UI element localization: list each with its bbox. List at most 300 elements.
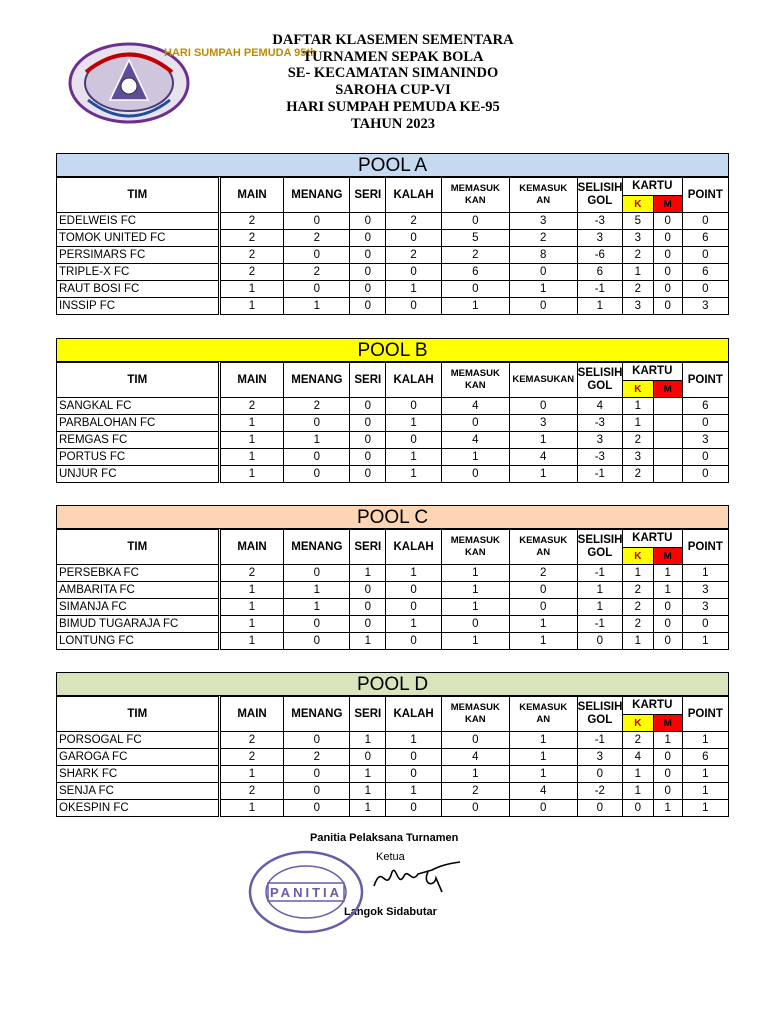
table-row — [57, 633, 729, 650]
cell-kemasukan: 1 — [509, 616, 577, 633]
pool-title: POOL A — [56, 153, 729, 177]
cell-seri: 0 — [350, 432, 386, 449]
table-row — [57, 213, 729, 230]
col-point: POINT — [682, 178, 728, 213]
cell-seri: 1 — [350, 800, 386, 817]
cell-kalah: 2 — [386, 247, 442, 264]
cell-menang: 2 — [284, 749, 350, 766]
col-menang: MENANG — [284, 530, 350, 565]
cell-kemasukan: 3 — [509, 213, 577, 230]
cell-seri: 0 — [350, 415, 386, 432]
col-kartu: KARTU — [622, 530, 682, 548]
cell-main: 1 — [219, 466, 284, 483]
table-row — [57, 565, 729, 582]
cell-kemasukan: 0 — [509, 298, 577, 315]
cell-kalah: 1 — [386, 415, 442, 432]
cell-memasukkan: 6 — [441, 264, 509, 281]
cell-memasukkan: 1 — [441, 599, 509, 616]
cell-kartu-m — [653, 466, 682, 483]
cell-memasukkan: 0 — [441, 800, 509, 817]
pool-a — [56, 153, 729, 315]
cell-team: EDELWEIS FC — [57, 213, 220, 230]
cell-seri: 0 — [350, 298, 386, 315]
cell-kartu-k: 3 — [622, 298, 653, 315]
pool-d — [56, 672, 729, 817]
cell-kartu-m: 1 — [653, 800, 682, 817]
cell-selisih: -1 — [577, 565, 622, 582]
cell-team: INSSIP FC — [57, 298, 220, 315]
standings-table — [56, 696, 729, 817]
cell-seri: 1 — [350, 633, 386, 650]
cell-seri: 0 — [350, 213, 386, 230]
cell-seri: 0 — [350, 230, 386, 247]
committee-stamp — [248, 850, 364, 934]
col-kalah: KALAH — [386, 178, 442, 213]
pool-c — [56, 505, 729, 650]
cell-team: TOMOK UNITED FC — [57, 230, 220, 247]
cell-kartu-m — [653, 449, 682, 466]
cell-main: 2 — [219, 247, 284, 264]
cell-kemasukan: 0 — [509, 800, 577, 817]
cell-kemasukan: 1 — [509, 633, 577, 650]
cell-kartu-m — [653, 415, 682, 432]
cell-team: PERSIMARS FC — [57, 247, 220, 264]
cell-kemasukan: 3 — [509, 415, 577, 432]
title-line-5: HARI SUMPAH PEMUDA KE-95 — [286, 98, 500, 115]
cell-team: PORSOGAL FC — [57, 732, 220, 749]
standings-table — [56, 177, 729, 315]
cell-seri: 0 — [350, 449, 386, 466]
cell-selisih: 0 — [577, 800, 622, 817]
col-menang: MENANG — [284, 363, 350, 398]
cell-kartu-m: 0 — [653, 749, 682, 766]
cell-team: BIMUD TUGARAJA FC — [57, 616, 220, 633]
cell-kartu-k: 2 — [622, 582, 653, 599]
cell-kemasukan: 0 — [509, 264, 577, 281]
cell-selisih: -1 — [577, 466, 622, 483]
cell-kalah: 0 — [386, 749, 442, 766]
cell-menang: 0 — [284, 213, 350, 230]
table-row — [57, 281, 729, 298]
col-tim: TIM — [57, 697, 220, 732]
title-line-6: TAHUN 2023 — [351, 115, 435, 132]
cell-selisih: 1 — [577, 599, 622, 616]
cell-kalah: 0 — [386, 599, 442, 616]
pool-title: POOL D — [56, 672, 729, 696]
cell-selisih: 3 — [577, 230, 622, 247]
title-line-3: SE- KECAMATAN SIMANINDO — [287, 65, 499, 82]
cell-seri: 1 — [350, 783, 386, 800]
cell-kalah: 1 — [386, 449, 442, 466]
cell-selisih: -6 — [577, 247, 622, 264]
cell-seri: 0 — [350, 466, 386, 483]
cell-memasukkan: 1 — [441, 449, 509, 466]
col-seri: SERI — [350, 178, 386, 213]
cell-kartu-k: 1 — [622, 783, 653, 800]
cell-point: 1 — [682, 732, 728, 749]
col-seri: SERI — [350, 363, 386, 398]
cell-main: 1 — [219, 432, 284, 449]
pool-title: POOL C — [56, 505, 729, 529]
cell-menang: 0 — [284, 281, 350, 298]
table-row — [57, 582, 729, 599]
cell-point: 0 — [682, 281, 728, 298]
cell-kalah: 0 — [386, 766, 442, 783]
cell-memasukkan: 1 — [441, 298, 509, 315]
pool-title: POOL B — [56, 338, 729, 362]
cell-point: 1 — [682, 783, 728, 800]
cell-main: 2 — [219, 732, 284, 749]
cell-menang: 0 — [284, 783, 350, 800]
cell-kartu-m: 0 — [653, 264, 682, 281]
cell-selisih: 3 — [577, 432, 622, 449]
cell-seri: 1 — [350, 732, 386, 749]
cell-selisih: -1 — [577, 281, 622, 298]
cell-point: 0 — [682, 466, 728, 483]
cell-main: 2 — [219, 398, 284, 415]
cell-kartu-m: 0 — [653, 633, 682, 650]
cell-kartu-k: 1 — [622, 633, 653, 650]
table-row — [57, 599, 729, 616]
col-memasukkan: MEMASUK KAN — [441, 363, 509, 398]
table-row — [57, 732, 729, 749]
cell-memasukkan: 1 — [441, 582, 509, 599]
table-row — [57, 616, 729, 633]
cell-memasukkan: 1 — [441, 633, 509, 650]
cell-kartu-k: 5 — [622, 213, 653, 230]
cell-kartu-m — [653, 398, 682, 415]
cell-menang: 1 — [284, 298, 350, 315]
cell-seri: 0 — [350, 281, 386, 298]
cell-kemasukan: 8 — [509, 247, 577, 264]
cell-point: 0 — [682, 213, 728, 230]
cell-seri: 0 — [350, 582, 386, 599]
cell-kartu-k: 2 — [622, 616, 653, 633]
cell-memasukkan: 0 — [441, 616, 509, 633]
col-point: POINT — [682, 363, 728, 398]
cell-point: 3 — [682, 432, 728, 449]
cell-seri: 0 — [350, 616, 386, 633]
col-kartu-m: M — [653, 381, 682, 398]
table-row — [57, 398, 729, 415]
cell-kartu-k: 4 — [622, 749, 653, 766]
cell-main: 1 — [219, 766, 284, 783]
cell-point: 6 — [682, 264, 728, 281]
cell-selisih: -2 — [577, 783, 622, 800]
cell-kalah: 2 — [386, 213, 442, 230]
cell-seri: 0 — [350, 599, 386, 616]
col-main: MAIN — [219, 363, 284, 398]
cell-kemasukan: 0 — [509, 398, 577, 415]
cell-team: GAROGA FC — [57, 749, 220, 766]
cell-team: LONTUNG FC — [57, 633, 220, 650]
col-kartu-k: K — [622, 381, 653, 398]
col-seri: SERI — [350, 530, 386, 565]
table-row — [57, 247, 729, 264]
col-menang: MENANG — [284, 697, 350, 732]
table-row — [57, 230, 729, 247]
col-selisih: SELISIH GOL — [577, 697, 622, 732]
cell-main: 1 — [219, 281, 284, 298]
col-kalah: KALAH — [386, 530, 442, 565]
standings-table — [56, 529, 729, 650]
cell-kartu-m: 0 — [653, 281, 682, 298]
col-point: POINT — [682, 530, 728, 565]
cell-memasukkan: 0 — [441, 213, 509, 230]
cell-kartu-k: 1 — [622, 398, 653, 415]
logo-95th: HARI SUMPAH PEMUDA 95th — [164, 47, 317, 59]
cell-point: 3 — [682, 582, 728, 599]
cell-memasukkan: 4 — [441, 749, 509, 766]
cell-point: 1 — [682, 766, 728, 783]
cell-menang: 2 — [284, 398, 350, 415]
cell-kartu-k: 2 — [622, 281, 653, 298]
cell-team: RAUT BOSI FC — [57, 281, 220, 298]
cell-kalah: 1 — [386, 616, 442, 633]
cell-menang: 0 — [284, 466, 350, 483]
cell-point: 1 — [682, 800, 728, 817]
col-kemasukan: KEMASUK AN — [509, 530, 577, 565]
cell-team: SENJA FC — [57, 783, 220, 800]
cell-kartu-m: 0 — [653, 766, 682, 783]
committee-label: Panitia Pelaksana Turnamen — [310, 832, 459, 844]
col-seri: SERI — [350, 697, 386, 732]
cell-selisih: -1 — [577, 616, 622, 633]
col-tim: TIM — [57, 363, 220, 398]
cell-point: 3 — [682, 298, 728, 315]
cell-main: 2 — [219, 213, 284, 230]
cell-kemasukan: 1 — [509, 466, 577, 483]
cell-kartu-k: 2 — [622, 732, 653, 749]
cell-point: 1 — [682, 633, 728, 650]
cell-kartu-k: 1 — [622, 415, 653, 432]
cell-point: 6 — [682, 749, 728, 766]
cell-menang: 0 — [284, 800, 350, 817]
cell-selisih: 1 — [577, 582, 622, 599]
cell-kalah: 0 — [386, 398, 442, 415]
cell-main: 2 — [219, 264, 284, 281]
col-tim: TIM — [57, 530, 220, 565]
cell-selisih: -3 — [577, 213, 622, 230]
cell-kartu-k: 0 — [622, 800, 653, 817]
table-row — [57, 783, 729, 800]
cell-menang: 0 — [284, 415, 350, 432]
col-main: MAIN — [219, 178, 284, 213]
table-row — [57, 432, 729, 449]
col-kartu: KARTU — [622, 178, 682, 196]
cell-memasukkan: 4 — [441, 398, 509, 415]
cell-memasukkan: 0 — [441, 415, 509, 432]
cell-selisih: 0 — [577, 766, 622, 783]
cell-menang: 0 — [284, 449, 350, 466]
cell-seri: 0 — [350, 247, 386, 264]
cell-seri: 1 — [350, 565, 386, 582]
title-line-2: TURNAMEN SEPAK BOLA — [302, 48, 484, 65]
cell-memasukkan: 0 — [441, 281, 509, 298]
col-selisih: SELISIH GOL — [577, 178, 622, 213]
cell-kalah: 1 — [386, 783, 442, 800]
cell-menang: 0 — [284, 732, 350, 749]
cell-menang: 2 — [284, 230, 350, 247]
cell-kalah: 0 — [386, 230, 442, 247]
cell-selisih: -3 — [577, 415, 622, 432]
cell-menang: 0 — [284, 247, 350, 264]
tournament-logo — [68, 42, 317, 124]
cell-kalah: 0 — [386, 298, 442, 315]
cell-point: 6 — [682, 398, 728, 415]
col-menang: MENANG — [284, 178, 350, 213]
col-kartu: KARTU — [622, 697, 682, 715]
cell-main: 2 — [219, 749, 284, 766]
cell-kalah: 1 — [386, 466, 442, 483]
col-memasukkan: MEMASUK KAN — [441, 178, 509, 213]
cell-menang: 0 — [284, 633, 350, 650]
col-tim: TIM — [57, 178, 220, 213]
cell-team: SHARK FC — [57, 766, 220, 783]
chairman-name: Langok Sidabutar — [344, 906, 437, 918]
table-row — [57, 264, 729, 281]
document-title — [200, 32, 586, 132]
cell-kalah: 1 — [386, 565, 442, 582]
cell-menang: 1 — [284, 599, 350, 616]
stamp-text: PANITIA — [269, 885, 343, 900]
cell-kalah: 1 — [386, 281, 442, 298]
cell-main: 1 — [219, 599, 284, 616]
cell-kartu-k: 1 — [622, 766, 653, 783]
cell-kartu-m: 0 — [653, 599, 682, 616]
cell-selisih: 6 — [577, 264, 622, 281]
cell-kemasukan: 1 — [509, 281, 577, 298]
cell-kemasukan: 2 — [509, 565, 577, 582]
cell-team: SANGKAL FC — [57, 398, 220, 415]
cell-kartu-k: 2 — [622, 466, 653, 483]
cell-kalah: 0 — [386, 264, 442, 281]
cell-point: 0 — [682, 449, 728, 466]
cell-memasukkan: 2 — [441, 247, 509, 264]
col-kemasukan: KEMASUK AN — [509, 697, 577, 732]
cell-main: 1 — [219, 449, 284, 466]
cell-kalah: 0 — [386, 633, 442, 650]
col-kalah: KALAH — [386, 363, 442, 398]
cell-menang: 2 — [284, 264, 350, 281]
cell-seri: 0 — [350, 398, 386, 415]
cell-team: PORTUS FC — [57, 449, 220, 466]
col-kartu-k: K — [622, 715, 653, 732]
col-kartu-m: M — [653, 548, 682, 565]
cell-kemasukan: 1 — [509, 732, 577, 749]
cell-menang: 0 — [284, 616, 350, 633]
title-line-4: SAROHA CUP-VI — [335, 82, 451, 99]
cell-kemasukan: 0 — [509, 599, 577, 616]
table-row — [57, 800, 729, 817]
role-label: Ketua — [376, 851, 405, 863]
cell-kalah: 0 — [386, 582, 442, 599]
cell-team: AMBARITA FC — [57, 582, 220, 599]
cell-memasukkan: 5 — [441, 230, 509, 247]
cell-memasukkan: 1 — [441, 766, 509, 783]
col-main: MAIN — [219, 697, 284, 732]
col-selisih: SELISIH GOL — [577, 530, 622, 565]
cell-selisih: 3 — [577, 749, 622, 766]
cell-kartu-m — [653, 432, 682, 449]
col-memasukkan: MEMASUK KAN — [441, 530, 509, 565]
cell-main: 1 — [219, 582, 284, 599]
col-main: MAIN — [219, 530, 284, 565]
cell-point: 0 — [682, 616, 728, 633]
cell-main: 1 — [219, 800, 284, 817]
cell-main: 2 — [219, 230, 284, 247]
cell-kartu-m: 0 — [653, 298, 682, 315]
cell-kemasukan: 0 — [509, 582, 577, 599]
cell-team: TRIPLE-X FC — [57, 264, 220, 281]
cell-menang: 1 — [284, 432, 350, 449]
cell-memasukkan: 2 — [441, 783, 509, 800]
cell-kartu-k: 2 — [622, 432, 653, 449]
cell-team: PARBALOHAN FC — [57, 415, 220, 432]
cell-selisih: 4 — [577, 398, 622, 415]
cell-team: UNJUR FC — [57, 466, 220, 483]
cell-menang: 0 — [284, 565, 350, 582]
cell-selisih: -3 — [577, 449, 622, 466]
cell-kemasukan: 1 — [509, 749, 577, 766]
table-row — [57, 749, 729, 766]
cell-team: REMGAS FC — [57, 432, 220, 449]
col-kartu-k: K — [622, 196, 653, 213]
cell-kalah: 0 — [386, 432, 442, 449]
cell-selisih: 0 — [577, 633, 622, 650]
cell-memasukkan: 4 — [441, 432, 509, 449]
cell-kartu-k: 2 — [622, 247, 653, 264]
cell-kartu-m: 0 — [653, 783, 682, 800]
cell-team: SIMANJA FC — [57, 599, 220, 616]
col-selisih: SELISIH GOL — [577, 363, 622, 398]
cell-kartu-m: 1 — [653, 565, 682, 582]
cell-point: 0 — [682, 247, 728, 264]
cell-kartu-m: 0 — [653, 230, 682, 247]
cell-memasukkan: 1 — [441, 565, 509, 582]
col-kalah: KALAH — [386, 697, 442, 732]
table-row — [57, 766, 729, 783]
cell-main: 1 — [219, 298, 284, 315]
cell-team: OKESPIN FC — [57, 800, 220, 817]
cell-kartu-k: 3 — [622, 230, 653, 247]
col-kartu-m: M — [653, 715, 682, 732]
signature — [362, 858, 472, 898]
col-memasukkan: MEMASUK KAN — [441, 697, 509, 732]
table-row — [57, 298, 729, 315]
cell-main: 1 — [219, 415, 284, 432]
cell-team: PERSEBKA FC — [57, 565, 220, 582]
cell-seri: 1 — [350, 766, 386, 783]
cell-kartu-m: 0 — [653, 616, 682, 633]
cell-kartu-m: 0 — [653, 247, 682, 264]
cell-kartu-k: 1 — [622, 264, 653, 281]
cell-kartu-m: 0 — [653, 213, 682, 230]
cell-menang: 1 — [284, 582, 350, 599]
col-kemasukan: KEMASUKAN — [509, 363, 577, 398]
cell-selisih: -1 — [577, 732, 622, 749]
cell-point: 6 — [682, 230, 728, 247]
cell-kalah: 0 — [386, 800, 442, 817]
col-kartu: KARTU — [622, 363, 682, 381]
cell-kemasukan: 2 — [509, 230, 577, 247]
table-row — [57, 466, 729, 483]
cell-kemasukan: 1 — [509, 432, 577, 449]
cell-menang: 0 — [284, 766, 350, 783]
cell-kemasukan: 4 — [509, 783, 577, 800]
cell-point: 0 — [682, 415, 728, 432]
standings-table — [56, 362, 729, 483]
